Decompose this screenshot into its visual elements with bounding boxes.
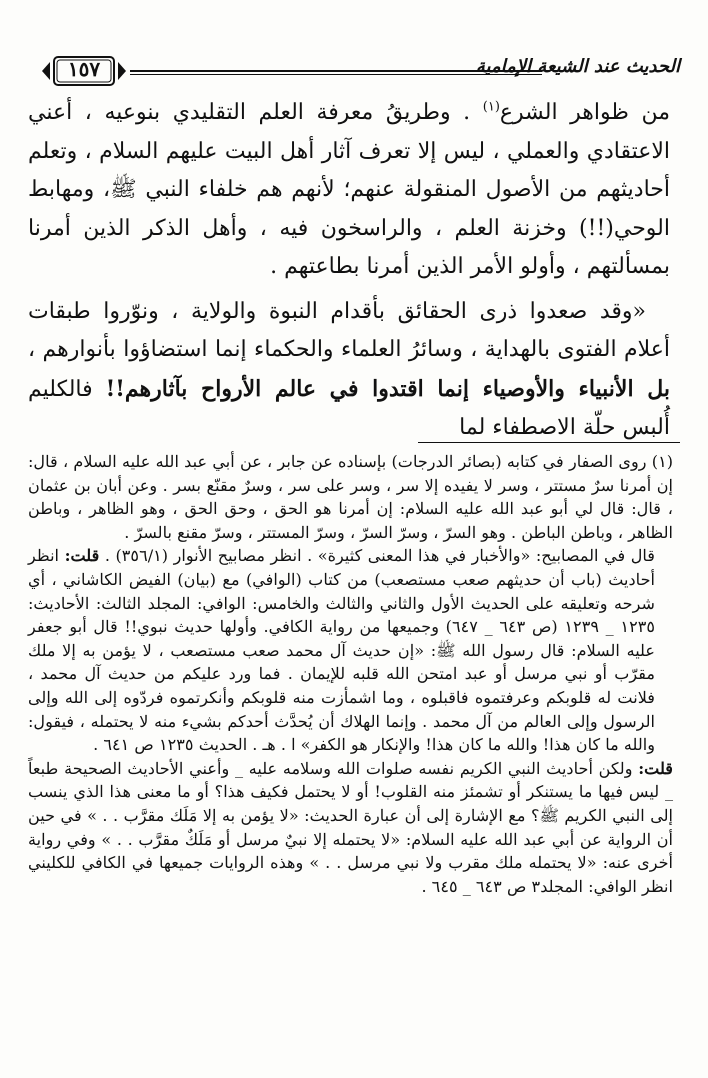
footnote-2-label: قلت:: [64, 546, 100, 566]
footnote-separator: [418, 442, 680, 443]
footnote-1-continued: [28, 544, 673, 756]
main-paragraph-2: [28, 293, 670, 448]
page-number: ١٥٧: [67, 57, 101, 81]
main-p2-bold: بل الأنبياء والأوصياء إنما اقتدوا في عالم الأرواح بآثارهم!!: [105, 375, 670, 402]
main-p2-end: فالكليم أُلبس حلّة الاصطفاء لما: [28, 376, 670, 440]
main-p2-start: «وقد صعدوا ذرى الحقائق بأقدام النبوة والولاية ، ونوّروا طبقات أعلام الفتوى بالهداية ، وسائرُ العلماء والحكماء إنما استضاؤوا بأنوارهم ،: [28, 298, 670, 362]
footnote-3-label: قلت:: [638, 758, 673, 778]
footnote-reference: (١): [482, 99, 500, 115]
main-paragraph-1: [28, 94, 670, 287]
main-text: [28, 94, 670, 448]
main-p1-start: من ظواهر الشرع: [499, 100, 670, 125]
footnote-note: [28, 757, 673, 899]
footnote-3-body: ولكن أحاديث النبي الكريم نفسه صلوات الله وسلامه عليه _ وأعني الأحاديث الصحيحة طبعاً _ ليس فيها ما يستنكر أو تشمئز منه القلوب! أو لا يحتمل فكيف هذا؟ أو ما معنى هذا الذي ينسب إلى النبي الكريم ﷺ؟ مع الإشارة إلى أن عبارة الحديث: «لا يؤمن به إلا مَلَك مقرَّب . . » في حين أن الرواية عن أبي عبد الله عليه السلام: «لا يحتمله إلا نبيٌ مرسل أو مَلَكٌ مقرَّب . . » وفي رواية أخرى عنه: «لا يحتمله ملك مقرب ولا نبي مرسل . . » وهذه الروايات جميعها في الكافي للكليني انظر الوافي: المجلد٣ ص ٦٤٣ _ ٦٤٥ .: [28, 758, 673, 896]
main-p1-rest: . وطريقُ معرفة العلم التقليدي بنوعيه ، أعني الاعتقادي والعملي ، ليس إلا تعرف آثار أهل البيت عليهم السلام ، وتعلم أحاديثهم من الأصول المنقولة عنهم؛ لأنهم هم خلفاء النبي ﷺ، ومهابط الوحي(!!) وخزنة العلم ، والراسخون فيه ، وأهل الذكر الذين أمرنا بمسألتهم ، وأولو الأمر الذين أمرنا بطاعتهم .: [28, 100, 670, 279]
page-header: [30, 52, 680, 92]
running-title: الحديث عند الشيعة الإمامية: [475, 56, 680, 77]
footnotes: [28, 450, 673, 898]
footnote-1: (١) روى الصفار في كتابه (بصائر الدرجات) بإسناده عن جابر ، عن أبي عبد الله عليه السلام ، قال: إن أمرنا سرٌ مستتر ، وسر لا يفيده إلا سر ، وسر على سر ، وسرٌ مقنّع بسر . وعن أبان بن عثمان ، قال: قال لي أبو عبد الله عليه السلام: إن أمرنا هو الحق ، وحق الحق ، وهو الظاهر ، وباطن الظاهر ، وباطن الباطن . وهو السرّ ، وسرّ السرّ ، وسرّ المستتر ، وسرّ مقنع بالسرّ .: [28, 452, 673, 542]
footnote-2-body: انظر أحاديث (باب أن حديثهم صعب مستصعب) من كتاب (الوافي) مع (بيان) الفيض الكاشاني ، أي شرحه وتعليقه على الحديث الأول والثاني والثالث والخامس: الوافي: المجلد الثالث: الأحاديث: ١٢٣٥ _ ١٢٣٩ (ص ٦٤٣ _ ٦٤٧) وجميعها من رواية الكافي. وأولها حديث نبوي!! قال أبو جعفر عليه السلام: قال رسول الله ﷺ: «إن حديث آل محمد صعب مستصعب ، لا يؤمن به إلا ملك مقرّب أو نبي مرسل أو عبد امتحن الله قلبه للإيمان . فما ورد عليكم من حديث آل محمد ، فلانت له قلوبكم وعرفتموه فاقبلوه ، وما اشمأزت منه قلوبكم وأنكرتموه فردّوه إلى الله وإلى الرسول وإلى العالم من آل محمد . وإنما الهلاك أن يُحدَّث أحدكم بشيء منه لا يحتمله ، فيقول: والله ما كان هذا! والله ما كان هذا! والإنكار هو الكفر» ا . هـ . الحديث ١٢٣٥ ص ٦٤١ .: [28, 546, 655, 755]
footnote-2-start: قال في المصابيح: «والأخبار في هذا المعنى كثيرة» . انظر مصابيح الأنوار (٣٥٦/١) .: [99, 546, 655, 566]
